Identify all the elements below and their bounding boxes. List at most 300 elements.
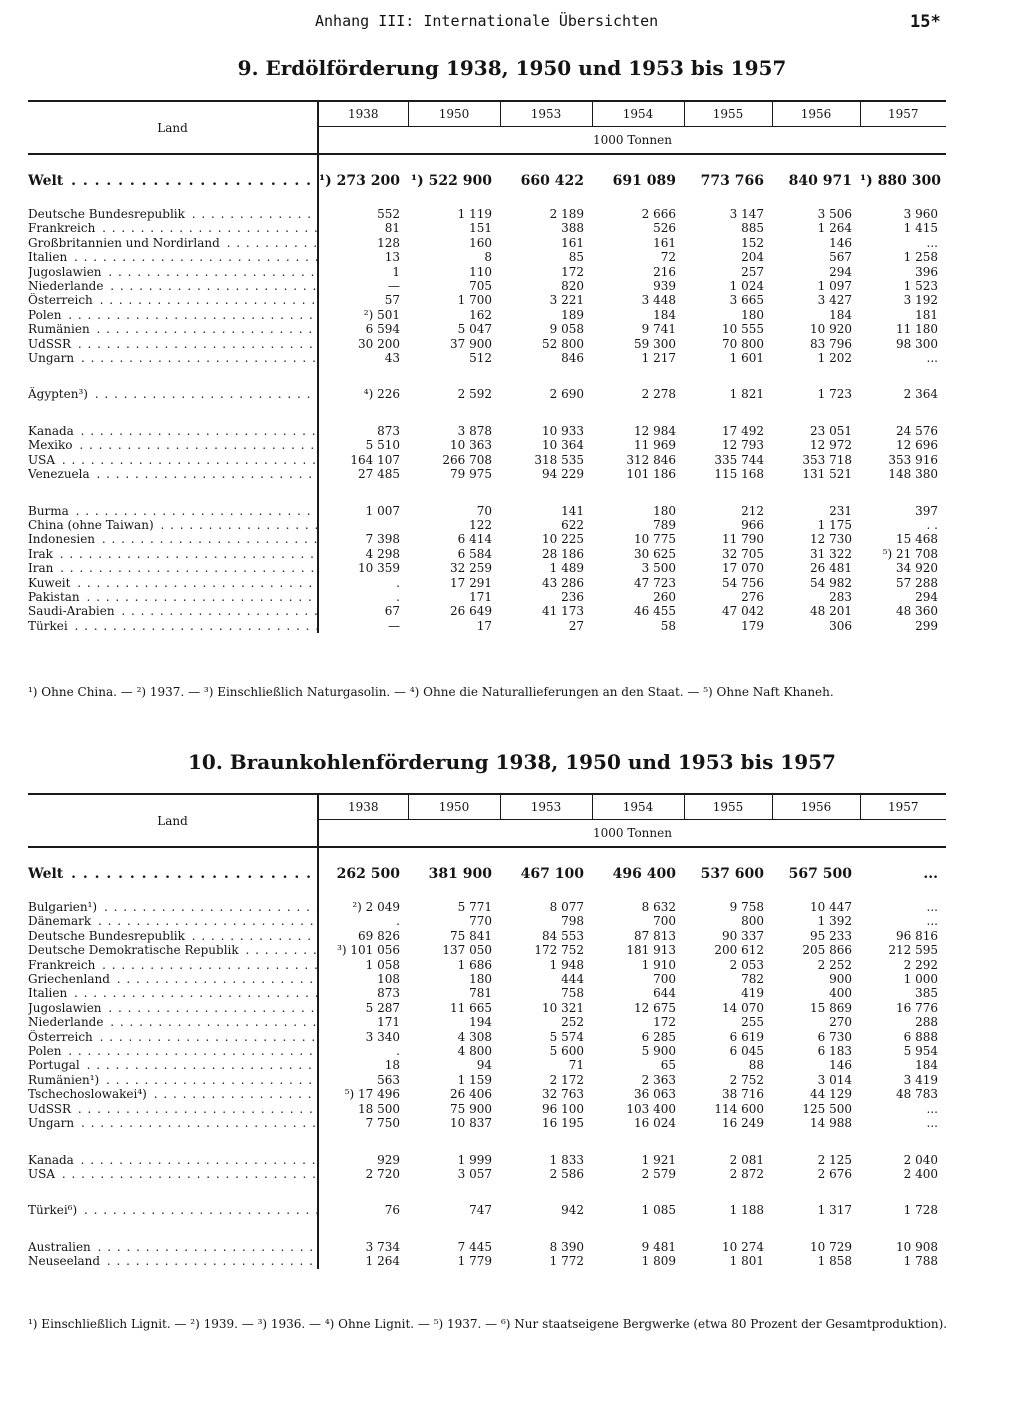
cell-value: 939 xyxy=(653,279,676,294)
cell-value: 2 292 xyxy=(903,957,938,972)
cell-value: 32 259 xyxy=(450,561,492,576)
cell-value: 6 619 xyxy=(729,1029,764,1044)
table-row xyxy=(28,207,946,221)
cell-value: 691 089 xyxy=(612,173,676,189)
cell-value: 164 107 xyxy=(318,453,408,467)
table-row xyxy=(28,250,946,264)
cell-value: . xyxy=(318,590,408,604)
country-name: Österreich xyxy=(28,293,93,308)
country-name: Neuseeland xyxy=(28,1254,101,1269)
cell-value xyxy=(318,518,408,532)
cell-value: 1 801 xyxy=(729,1254,764,1269)
spacer-row xyxy=(28,482,946,504)
cell-value: ¹) 522 900 xyxy=(411,173,492,189)
cell-value: 385 xyxy=(915,986,938,1001)
cell-value: 266 708 xyxy=(442,452,492,467)
cell-value: 288 xyxy=(915,1015,938,1030)
row-label xyxy=(28,387,318,401)
country-name: Frankreich xyxy=(28,221,96,236)
cell-value: 6 594 xyxy=(318,322,408,336)
row-label xyxy=(28,604,318,618)
cell-value: 8 390 xyxy=(549,1239,584,1254)
cell-value: ²) 2 049 xyxy=(318,900,408,914)
cell-value: . xyxy=(318,576,408,590)
table-row xyxy=(28,943,946,957)
cell-value: 1 489 xyxy=(549,561,584,576)
cell-value: 26 406 xyxy=(450,1087,492,1102)
table-row xyxy=(28,1001,946,1015)
table10 xyxy=(28,793,946,1269)
row-label xyxy=(28,221,318,235)
country-name: UdSSR xyxy=(28,1101,72,1116)
table-row xyxy=(28,1073,946,1087)
row-label xyxy=(28,590,318,604)
page-number: 15* xyxy=(910,12,941,32)
cell-value: 1 821 xyxy=(729,387,764,402)
cell-value: 70 800 xyxy=(722,336,764,351)
cell-value: 12 675 xyxy=(634,1000,676,1015)
cell-value: 79 975 xyxy=(450,467,492,482)
cell-value: 172 xyxy=(561,264,584,279)
cell-value: 146 xyxy=(829,1058,852,1073)
country-name: Ungarn xyxy=(28,351,75,366)
column-header-year: 1955 xyxy=(684,794,772,820)
cell-value: 3 500 xyxy=(641,561,676,576)
table-row xyxy=(28,1058,946,1072)
row-label xyxy=(28,547,318,561)
cell-value: 110 xyxy=(469,264,492,279)
row-label xyxy=(28,337,318,351)
cell-value: 10 908 xyxy=(896,1239,938,1254)
cell-value: 252 xyxy=(561,1015,584,1030)
cell-value: 7 398 xyxy=(318,532,408,546)
cell-value: 87 813 xyxy=(634,928,676,943)
table-row xyxy=(28,590,946,604)
cell-value: 567 xyxy=(829,250,852,265)
cell-value: 396 xyxy=(915,264,938,279)
cell-value: 306 xyxy=(829,618,852,633)
row-label xyxy=(28,1240,318,1254)
cell-value: 137 050 xyxy=(442,943,492,958)
cell-value: 128 xyxy=(318,236,408,250)
cell-value: ¹) 273 200 xyxy=(318,154,408,207)
cell-value: 526 xyxy=(653,221,676,236)
column-header-year: 1950 xyxy=(408,794,500,820)
cell-value: — xyxy=(318,279,408,293)
cell-value: 16 024 xyxy=(634,1116,676,1131)
cell-value: 3 734 xyxy=(318,1240,408,1254)
cell-value: 15 468 xyxy=(896,532,938,547)
cell-value: 3 960 xyxy=(903,207,938,221)
cell-value: 2 364 xyxy=(903,387,938,402)
row-label xyxy=(28,265,318,279)
cell-value: 85 xyxy=(568,250,584,265)
cell-value: 1 000 xyxy=(903,972,938,987)
table9-title: 9. Erdölförderung 1938, 1950 und 1953 bis 1957 xyxy=(237,56,787,80)
cell-value: 30 200 xyxy=(318,337,408,351)
cell-value: 1 523 xyxy=(903,279,938,294)
cell-value: 180 xyxy=(741,307,764,322)
cell-value: 1 392 xyxy=(817,914,852,929)
country-name: Österreich xyxy=(28,1029,93,1044)
cell-value: 1 202 xyxy=(817,351,852,366)
cell-value: 840 971 xyxy=(788,173,852,189)
cell-value: 1 728 xyxy=(903,1203,938,1218)
row-label xyxy=(28,1102,318,1116)
table-row xyxy=(28,604,946,618)
country-name: Türkei⁶) xyxy=(28,1203,78,1218)
cell-value: 5 047 xyxy=(457,322,492,337)
table-row xyxy=(28,1116,946,1130)
cell-value: 180 xyxy=(653,503,676,518)
cell-value: 10 920 xyxy=(810,322,852,337)
cell-value: 2 666 xyxy=(641,207,676,221)
cell-value: 95 233 xyxy=(810,928,852,943)
cell-value: 72 xyxy=(660,250,676,265)
cell-value: 67 xyxy=(318,604,408,618)
cell-value: 52 800 xyxy=(542,336,584,351)
cell-value: 3 192 xyxy=(903,293,938,308)
cell-value: 181 xyxy=(915,307,938,322)
table-row xyxy=(28,322,946,336)
cell-value: 46 455 xyxy=(634,604,676,619)
cell-value: 1 833 xyxy=(549,1152,584,1167)
column-header-land: Land xyxy=(28,794,318,847)
cell-value: 27 xyxy=(568,618,584,633)
country-name: Portugal xyxy=(28,1058,80,1073)
cell-value: ²) 501 xyxy=(318,308,408,322)
cell-value: . xyxy=(318,1044,408,1058)
cell-value: 16 776 xyxy=(896,1000,938,1015)
cell-value: 758 xyxy=(561,986,584,1001)
cell-value: 747 xyxy=(469,1203,492,1218)
cell-value: 885 xyxy=(741,221,764,236)
cell-value: 37 900 xyxy=(450,336,492,351)
cell-value: 1 097 xyxy=(817,279,852,294)
table-row xyxy=(28,293,946,307)
cell-value: 1 085 xyxy=(641,1203,676,1218)
cell-value: ⁴) 226 xyxy=(318,387,408,401)
cell-value: 11 180 xyxy=(896,322,938,337)
country-name: USA xyxy=(28,452,55,467)
cell-value: 3 427 xyxy=(817,293,852,308)
row-label xyxy=(28,518,318,532)
cell-value: 873 xyxy=(318,424,408,438)
cell-value: 12 730 xyxy=(810,532,852,547)
country-name: USA xyxy=(28,1166,55,1181)
table-row xyxy=(28,619,946,633)
cell-value: 12 984 xyxy=(634,423,676,438)
unit-label: 1000 Tonnen xyxy=(318,820,946,848)
cell-value: 75 900 xyxy=(450,1101,492,1116)
cell-value: 75 841 xyxy=(450,928,492,943)
cell-value: 1 779 xyxy=(457,1254,492,1269)
cell-value: 3 147 xyxy=(729,207,764,221)
cell-value: 200 612 xyxy=(714,943,764,958)
cell-value: 26 649 xyxy=(450,604,492,619)
cell-value: 6 045 xyxy=(729,1044,764,1059)
cell-value: 260 xyxy=(653,589,676,604)
column-header-land: Land xyxy=(28,101,318,154)
cell-value: 212 595 xyxy=(888,943,938,958)
cell-value: 47 723 xyxy=(634,575,676,590)
table-row xyxy=(28,308,946,322)
cell-value: 2 172 xyxy=(549,1072,584,1087)
cell-value: 2 189 xyxy=(549,207,584,221)
cell-value: 2 592 xyxy=(457,387,492,402)
cell-value: 57 xyxy=(318,293,408,307)
cell-value: 38 716 xyxy=(722,1087,764,1102)
cell-value: 798 xyxy=(561,914,584,929)
cell-value: 2 125 xyxy=(817,1152,852,1167)
cell-value: 28 186 xyxy=(542,546,584,561)
cell-value: 1 858 xyxy=(817,1254,852,1269)
cell-value: 942 xyxy=(561,1203,584,1218)
cell-value: ⁵) 17 496 xyxy=(318,1087,408,1101)
column-header-year: 1956 xyxy=(772,794,860,820)
row-label xyxy=(28,943,318,957)
country-name: Italien xyxy=(28,250,68,265)
cell-value: 1 188 xyxy=(729,1203,764,1218)
cell-value: 10 447 xyxy=(810,900,852,914)
spacer-row xyxy=(28,365,946,387)
cell-value: 276 xyxy=(741,589,764,604)
cell-value: 88 xyxy=(748,1058,764,1073)
cell-value: 15 869 xyxy=(810,1000,852,1015)
country-name: Jugoslawien xyxy=(28,264,102,279)
cell-value: 8 632 xyxy=(641,900,676,914)
page-header xyxy=(0,12,1024,36)
country-name: Kanada xyxy=(28,1152,74,1167)
row-label xyxy=(28,986,318,1000)
cell-value: 94 229 xyxy=(542,467,584,482)
cell-value: 1 159 xyxy=(457,1072,492,1087)
cell-value: 381 900 xyxy=(428,866,492,882)
row-label xyxy=(28,929,318,943)
cell-value: . xyxy=(318,914,408,928)
cell-value: 1 119 xyxy=(457,207,492,221)
table-row xyxy=(28,504,946,518)
cell-value: 3 221 xyxy=(549,293,584,308)
column-header-year: 1953 xyxy=(500,101,592,127)
row-label xyxy=(28,914,318,928)
cell-value: 1 700 xyxy=(457,293,492,308)
cell-value: 18 xyxy=(318,1058,408,1072)
row-label xyxy=(28,154,318,207)
spacer-row xyxy=(28,402,946,424)
cell-value: 789 xyxy=(653,517,676,532)
cell-value: 76 xyxy=(318,1203,408,1217)
country-name: Polen xyxy=(28,1044,62,1059)
cell-value: 2 586 xyxy=(549,1166,584,1181)
cell-value: 335 744 xyxy=(714,452,764,467)
row-label xyxy=(28,467,318,481)
table-row xyxy=(28,337,946,351)
country-name: Kanada xyxy=(28,423,74,438)
cell-value: 353 916 xyxy=(888,452,938,467)
cell-value: 1 601 xyxy=(729,351,764,366)
cell-value: 2 252 xyxy=(817,957,852,972)
country-name: Niederlande xyxy=(28,279,104,294)
cell-value: 41 173 xyxy=(542,604,584,619)
row-label xyxy=(28,424,318,438)
country-name: Ägypten³) xyxy=(28,387,88,402)
row-label xyxy=(28,1001,318,1015)
cell-value: 7 445 xyxy=(457,1239,492,1254)
country-name: Mexiko xyxy=(28,438,73,453)
column-header-year: 1957 xyxy=(860,101,946,127)
cell-value: 5 510 xyxy=(318,438,408,452)
cell-value: 9 481 xyxy=(641,1239,676,1254)
cell-value: 3 665 xyxy=(729,293,764,308)
cell-value: 10 321 xyxy=(542,1000,584,1015)
row-label xyxy=(28,279,318,293)
cell-value: 6 888 xyxy=(903,1029,938,1044)
cell-value: 14 070 xyxy=(722,1000,764,1015)
cell-value: 2 579 xyxy=(641,1166,676,1181)
cell-value: 2 676 xyxy=(817,1166,852,1181)
table-row xyxy=(28,236,946,250)
cell-value: ... xyxy=(926,900,938,914)
cell-value: 2 400 xyxy=(903,1166,938,1181)
column-header-year: 1957 xyxy=(860,794,946,820)
cell-value: 6 414 xyxy=(457,532,492,547)
cell-value: 162 xyxy=(469,307,492,322)
cell-value: 781 xyxy=(469,986,492,1001)
cell-value: 98 300 xyxy=(896,336,938,351)
cell-value: 1 058 xyxy=(318,958,408,972)
cell-value: 563 xyxy=(318,1073,408,1087)
table-row xyxy=(28,351,946,365)
country-name: Griechenland xyxy=(28,972,110,987)
cell-value: 2 053 xyxy=(729,957,764,972)
cell-value: 1 317 xyxy=(817,1203,852,1218)
row-label xyxy=(28,1087,318,1101)
country-name: Welt xyxy=(28,866,64,882)
cell-value: 96 100 xyxy=(542,1101,584,1116)
cell-value: 8 xyxy=(484,250,492,265)
table-row xyxy=(28,958,946,972)
column-header-year: 1954 xyxy=(592,794,684,820)
cell-value: 2 040 xyxy=(903,1152,938,1167)
cell-value: 773 766 xyxy=(700,173,764,189)
cell-value: 31 322 xyxy=(810,546,852,561)
table-row xyxy=(28,576,946,590)
cell-value: 660 422 xyxy=(520,173,584,189)
column-header-year: 1938 xyxy=(318,794,408,820)
cell-value: 6 285 xyxy=(641,1029,676,1044)
cell-value: 3 419 xyxy=(903,1072,938,1087)
cell-value: 1 788 xyxy=(903,1254,938,1269)
country-name: China (ohne Taiwan) xyxy=(28,517,154,532)
cell-value: 294 xyxy=(915,589,938,604)
cell-value: 644 xyxy=(653,986,676,1001)
cell-value: 1 264 xyxy=(817,221,852,236)
cell-value: 47 042 xyxy=(722,604,764,619)
cell-value: 205 866 xyxy=(802,943,852,958)
table-row xyxy=(28,1030,946,1044)
table-row xyxy=(28,1087,946,1101)
cell-value: 44 129 xyxy=(810,1087,852,1102)
country-name: Frankreich xyxy=(28,957,96,972)
table9 xyxy=(28,100,946,633)
table-row xyxy=(28,1254,946,1268)
country-name: Rumänien¹) xyxy=(28,1072,100,1087)
cell-value: 5 771 xyxy=(457,900,492,914)
cell-value: 2 872 xyxy=(729,1166,764,1181)
table-row xyxy=(28,221,946,235)
cell-value: 1 258 xyxy=(903,250,938,265)
country-name: Indonesien xyxy=(28,532,96,547)
cell-value: 17 xyxy=(476,618,492,633)
country-name: Saudi-Arabien xyxy=(28,604,115,619)
row-label xyxy=(28,900,318,914)
cell-value: 84 553 xyxy=(542,928,584,943)
country-name: Venezuela xyxy=(28,467,90,482)
country-name: Deutsche Demokratische Republik xyxy=(28,943,239,958)
cell-value: 820 xyxy=(561,279,584,294)
cell-value: 4 298 xyxy=(318,547,408,561)
cell-value: 1 175 xyxy=(817,517,852,532)
row-label xyxy=(28,1254,318,1268)
cell-value: 24 576 xyxy=(896,423,938,438)
cell-value: 148 380 xyxy=(888,467,938,482)
cell-value: 189 xyxy=(561,307,584,322)
cell-value: 1 007 xyxy=(318,504,408,518)
cell-value: 1 809 xyxy=(641,1254,676,1269)
cell-value: 283 xyxy=(829,589,852,604)
cell-value: 846 xyxy=(561,351,584,366)
column-header-year: 1938 xyxy=(318,101,408,127)
cell-value: 141 xyxy=(561,503,584,518)
cell-value: 312 846 xyxy=(626,452,676,467)
country-name: Rumänien xyxy=(28,322,90,337)
cell-value: 114 600 xyxy=(714,1101,764,1116)
column-header-year: 1954 xyxy=(592,101,684,127)
cell-value: 537 600 xyxy=(700,866,764,882)
table-row xyxy=(28,972,946,986)
cell-value: 1 921 xyxy=(641,1152,676,1167)
cell-value: 57 288 xyxy=(896,575,938,590)
cell-value: 353 718 xyxy=(802,452,852,467)
cell-value: 69 826 xyxy=(318,929,408,943)
cell-value: 43 286 xyxy=(542,575,584,590)
table-row xyxy=(28,1015,946,1029)
cell-value: 10 274 xyxy=(722,1239,764,1254)
table-row xyxy=(28,154,946,207)
row-label xyxy=(28,1073,318,1087)
cell-value: 172 752 xyxy=(534,943,584,958)
cell-value: ... xyxy=(923,866,938,882)
cell-value: 30 625 xyxy=(634,546,676,561)
row-label xyxy=(28,250,318,264)
country-name: Großbritannien und Nordirland xyxy=(28,235,220,250)
cell-value: 770 xyxy=(469,914,492,929)
cell-value: 34 920 xyxy=(896,561,938,576)
row-label xyxy=(28,561,318,575)
cell-value: 161 xyxy=(561,235,584,250)
cell-value: 3 057 xyxy=(457,1166,492,1181)
table-row xyxy=(28,900,946,914)
table-row xyxy=(28,1240,946,1254)
cell-value: 103 400 xyxy=(626,1101,676,1116)
cell-value: 48 360 xyxy=(896,604,938,619)
table-row xyxy=(28,1102,946,1116)
country-name: Welt xyxy=(28,173,64,189)
cell-value: 262 500 xyxy=(318,847,408,900)
cell-value: 512 xyxy=(469,351,492,366)
cell-value: 900 xyxy=(829,972,852,987)
